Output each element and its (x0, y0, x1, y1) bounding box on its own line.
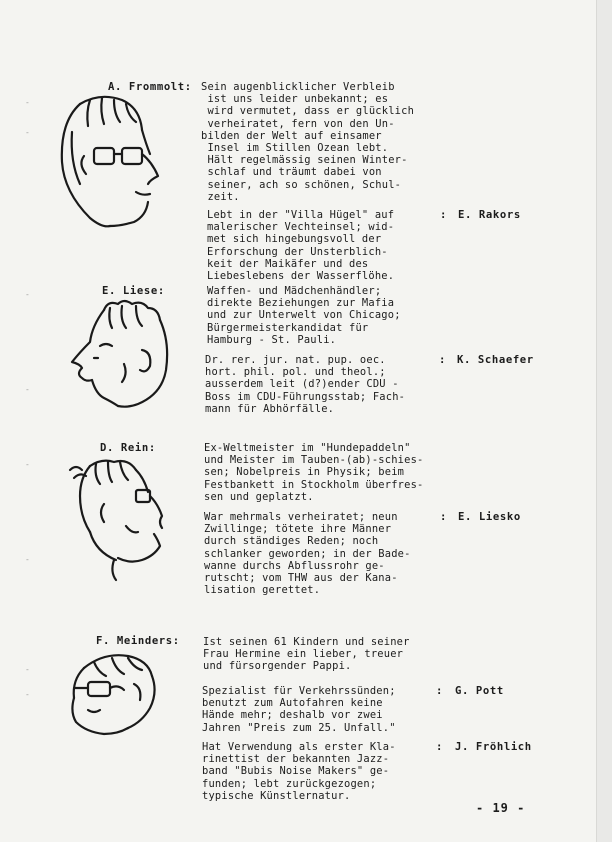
separator-colon: : (440, 209, 447, 221)
portrait-meinders (64, 648, 164, 744)
portrait-liese (62, 298, 180, 410)
entry-name-meinders: F. Meinders: (96, 635, 180, 647)
margin-mark: - (25, 690, 30, 699)
margin-mark: - (25, 385, 30, 394)
entry-text-schaefer: Dr. rer. jur. nat. pup. oec. hort. phil. pol. und theol.; ausserdem leit (d?)ender CDU - Boss im CDU-Führungsstab; Fach- mann für Abhörfälle. (205, 354, 406, 415)
entry-name-schaefer: K. Schaefer (457, 354, 534, 366)
portrait-rein (66, 456, 178, 586)
entry-name-liesko: E. Liesko (458, 511, 521, 523)
margin-mark: - (25, 555, 30, 564)
page-number: - 19 - (476, 801, 526, 815)
entry-name-liese: E. Liese: (102, 285, 165, 297)
entry-name-rein: D. Rein: (100, 442, 156, 454)
entry-name-rakors: E. Rakors (458, 209, 521, 221)
entry-text-meinders: Ist seinen 61 Kindern und seiner Frau Hermine ein lieber, treuer und fürsorgender Pappi. (203, 636, 410, 673)
portrait-frommolt (50, 92, 168, 234)
margin-mark: - (25, 665, 30, 674)
entry-text-froehlich: Hat Verwendung als erster Kla- rinettist der bekannten Jazz- band "Bubis Noise Makers" ge- funden; lebt zurückgezogen; typische Künstlernatur. (202, 741, 396, 802)
entry-text-rakors: Lebt in der "Villa Hügel" auf malerischer Vechteinsel; wid- met sich hingebungsvoll der Erforschung der Unsterblich- keit der Maikäfer und des Liebeslebens der Wasserflöhe. (207, 209, 395, 283)
margin-mark: - (25, 128, 30, 137)
entry-name-frommolt: A. Frommolt: (108, 81, 192, 93)
entry-text-rein: Ex-Weltmeister im "Hundepaddeln" und Meister im Tauben-(ab)-schies- sen; Nobelpreis in Physik; beim Festbankett in Stockholm überfres- sen und geplatzt. (204, 442, 424, 503)
entry-text-liesko: War mehrmals verheiratet; neun Zwillinge; tötete ihre Männer durch ständiges Reden; noch schlanker geworden; in der Bade- wanne durchs Abflussrohr ge- rutscht; vom THW aus der Kana- lisation gerettet. (204, 511, 411, 597)
margin-mark: - (25, 98, 30, 107)
entry-name-pott: G. Pott (455, 685, 504, 697)
separator-colon: : (436, 685, 443, 697)
entry-text-pott: Spezialist für Verkehrssünden; benutzt zum Autofahren keine Hände mehr; deshalb vor zwei Jahren "Preis zum 25. Unfall." (202, 685, 396, 734)
margin-mark: - (25, 460, 30, 469)
separator-colon: : (439, 354, 446, 366)
separator-colon: : (440, 511, 447, 523)
separator-colon: : (436, 741, 443, 753)
margin-mark: - (25, 290, 30, 299)
entry-text-liese: Waffen- und Mädchenhändler; direkte Beziehungen zur Mafia und zur Unterwelt von Chicago; Bürgermeisterkandidat für Hamburg - St. Pauli. (207, 285, 401, 346)
entry-name-froehlich: J. Fröhlich (455, 741, 532, 753)
entry-text-frommolt: Sein augenblicklicher Verbleib ist uns leider unbekannt; es wird vermutet, dass er glücklich verheiratet, fern von den Un- bilden der Welt auf einsamer Insel im Stillen Ozean lebt. Hält regelmässig seinen Winter- schlaf und träumt dabei von seiner, ach so schönen, Schul- zeit. (201, 81, 415, 203)
